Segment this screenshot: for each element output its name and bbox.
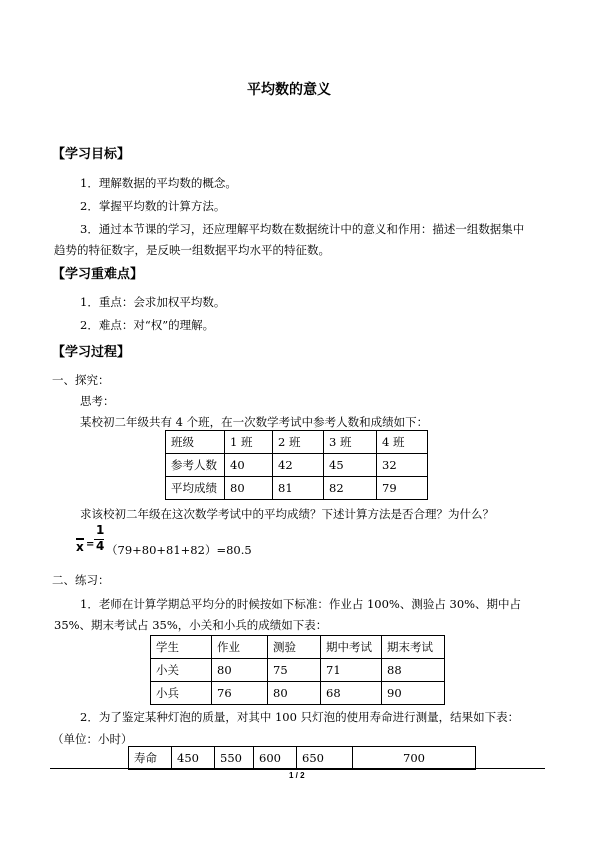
table-cell: 80 xyxy=(268,682,321,705)
table-cell: 81 xyxy=(273,477,324,500)
mean-formula xyxy=(76,522,256,558)
table-cell: 80 xyxy=(212,659,268,682)
table-cell: 550 xyxy=(215,747,254,770)
table-cell: 寿命 xyxy=(129,747,172,770)
table-cell: 650 xyxy=(297,747,353,770)
table-cell: 68 xyxy=(321,682,382,705)
page-title: 平均数的意义 xyxy=(247,82,331,98)
table-cell: 平均成绩 xyxy=(166,477,225,500)
class-scores-table xyxy=(165,430,428,500)
explore-intro: 某校初二年级共有 4 个班，在一次数学考试中参考人数和成绩如下： xyxy=(80,415,429,429)
practice-label: 二、练习： xyxy=(52,573,110,587)
table-row xyxy=(166,477,428,500)
table-cell: 参考人数 xyxy=(166,454,225,477)
table-cell: 学生 xyxy=(151,636,212,659)
page-number: 1 / 2 xyxy=(289,771,305,780)
table-cell: 期末考试 xyxy=(382,636,445,659)
goal-item-2: 2．掌握平均数的计算方法。 xyxy=(80,199,226,213)
table-cell: 42 xyxy=(273,454,324,477)
table-row xyxy=(166,454,428,477)
goal-item-1: 1．理解数据的平均数的概念。 xyxy=(80,176,237,190)
table-cell: 79 xyxy=(377,477,428,500)
table-cell: 测验 xyxy=(268,636,321,659)
table-cell: 71 xyxy=(321,659,382,682)
goal-item-3: 3．通过本节课的学习，还应理解平均数在数据统计中的意义和作用：描述一组数据集中 xyxy=(80,222,525,236)
table-cell: 32 xyxy=(377,454,428,477)
table-row xyxy=(151,682,445,705)
table-cell: 班级 xyxy=(166,431,225,454)
table-cell: 1 班 xyxy=(225,431,273,454)
practice-q1-line2: 35%、期末考试占 35%，小关和小兵的成绩如下表： xyxy=(54,618,328,632)
table-cell: 82 xyxy=(324,477,377,500)
explore-question: 求该校初二年级在这次数学考试中的平均成绩？下述计算方法是否合理？为什么？ xyxy=(80,507,494,521)
formula-equals: = xyxy=(86,539,95,550)
keypoint-item-1: 1．重点：会求加权平均数。 xyxy=(80,295,226,309)
practice-q1-line1: 1．老师在计算学期总平均分的时候按如下标准：作业占 100%、测验占 30%、期中占 xyxy=(80,597,522,611)
table-cell: 3 班 xyxy=(324,431,377,454)
table-cell: 小兵 xyxy=(151,682,212,705)
keypoint-item-2: 2．难点：对“权”的理解。 xyxy=(80,318,215,332)
table-cell: 700 xyxy=(353,747,476,770)
table-cell: 期中考试 xyxy=(321,636,382,659)
table-cell: 作业 xyxy=(212,636,268,659)
section-heading-keypoints: 【学习重难点】 xyxy=(52,267,144,282)
section-heading-process: 【学习过程】 xyxy=(52,345,131,360)
table-row xyxy=(166,431,428,454)
student-scores-table xyxy=(150,635,445,705)
formula-sum: （79+80+81+82）=80.5 xyxy=(106,543,252,557)
formula-x-bar: x xyxy=(76,540,84,554)
practice-q2-line2: （单位：小时） xyxy=(52,732,133,746)
formula-numerator: 1 xyxy=(96,523,105,537)
table-cell: 600 xyxy=(254,747,297,770)
explore-label: 一、探究： xyxy=(52,373,110,387)
table-cell: 45 xyxy=(324,454,377,477)
table-cell: 4 班 xyxy=(377,431,428,454)
practice-q2-line1: 2．为了鉴定某种灯泡的质量，对其中 100 只灯泡的使用寿命进行测量，结果如下表： xyxy=(80,710,520,724)
table-row xyxy=(151,636,445,659)
section-heading-goals: 【学习目标】 xyxy=(52,147,131,162)
table-cell: 40 xyxy=(225,454,273,477)
table-row xyxy=(151,659,445,682)
footer-divider xyxy=(50,768,545,769)
bulb-lifetime-table xyxy=(128,746,476,770)
table-row xyxy=(129,747,476,770)
table-cell: 75 xyxy=(268,659,321,682)
table-cell: 88 xyxy=(382,659,445,682)
table-cell: 2 班 xyxy=(273,431,324,454)
table-cell: 80 xyxy=(225,477,273,500)
goal-item-3-continued: 趋势的特征数字，是反映一组数据平均水平的特征数。 xyxy=(54,243,330,257)
table-cell: 90 xyxy=(382,682,445,705)
table-cell: 小关 xyxy=(151,659,212,682)
table-cell: 76 xyxy=(212,682,268,705)
table-cell: 450 xyxy=(172,747,215,770)
formula-denominator: 4 xyxy=(96,539,105,553)
think-label: 思考： xyxy=(80,394,115,408)
